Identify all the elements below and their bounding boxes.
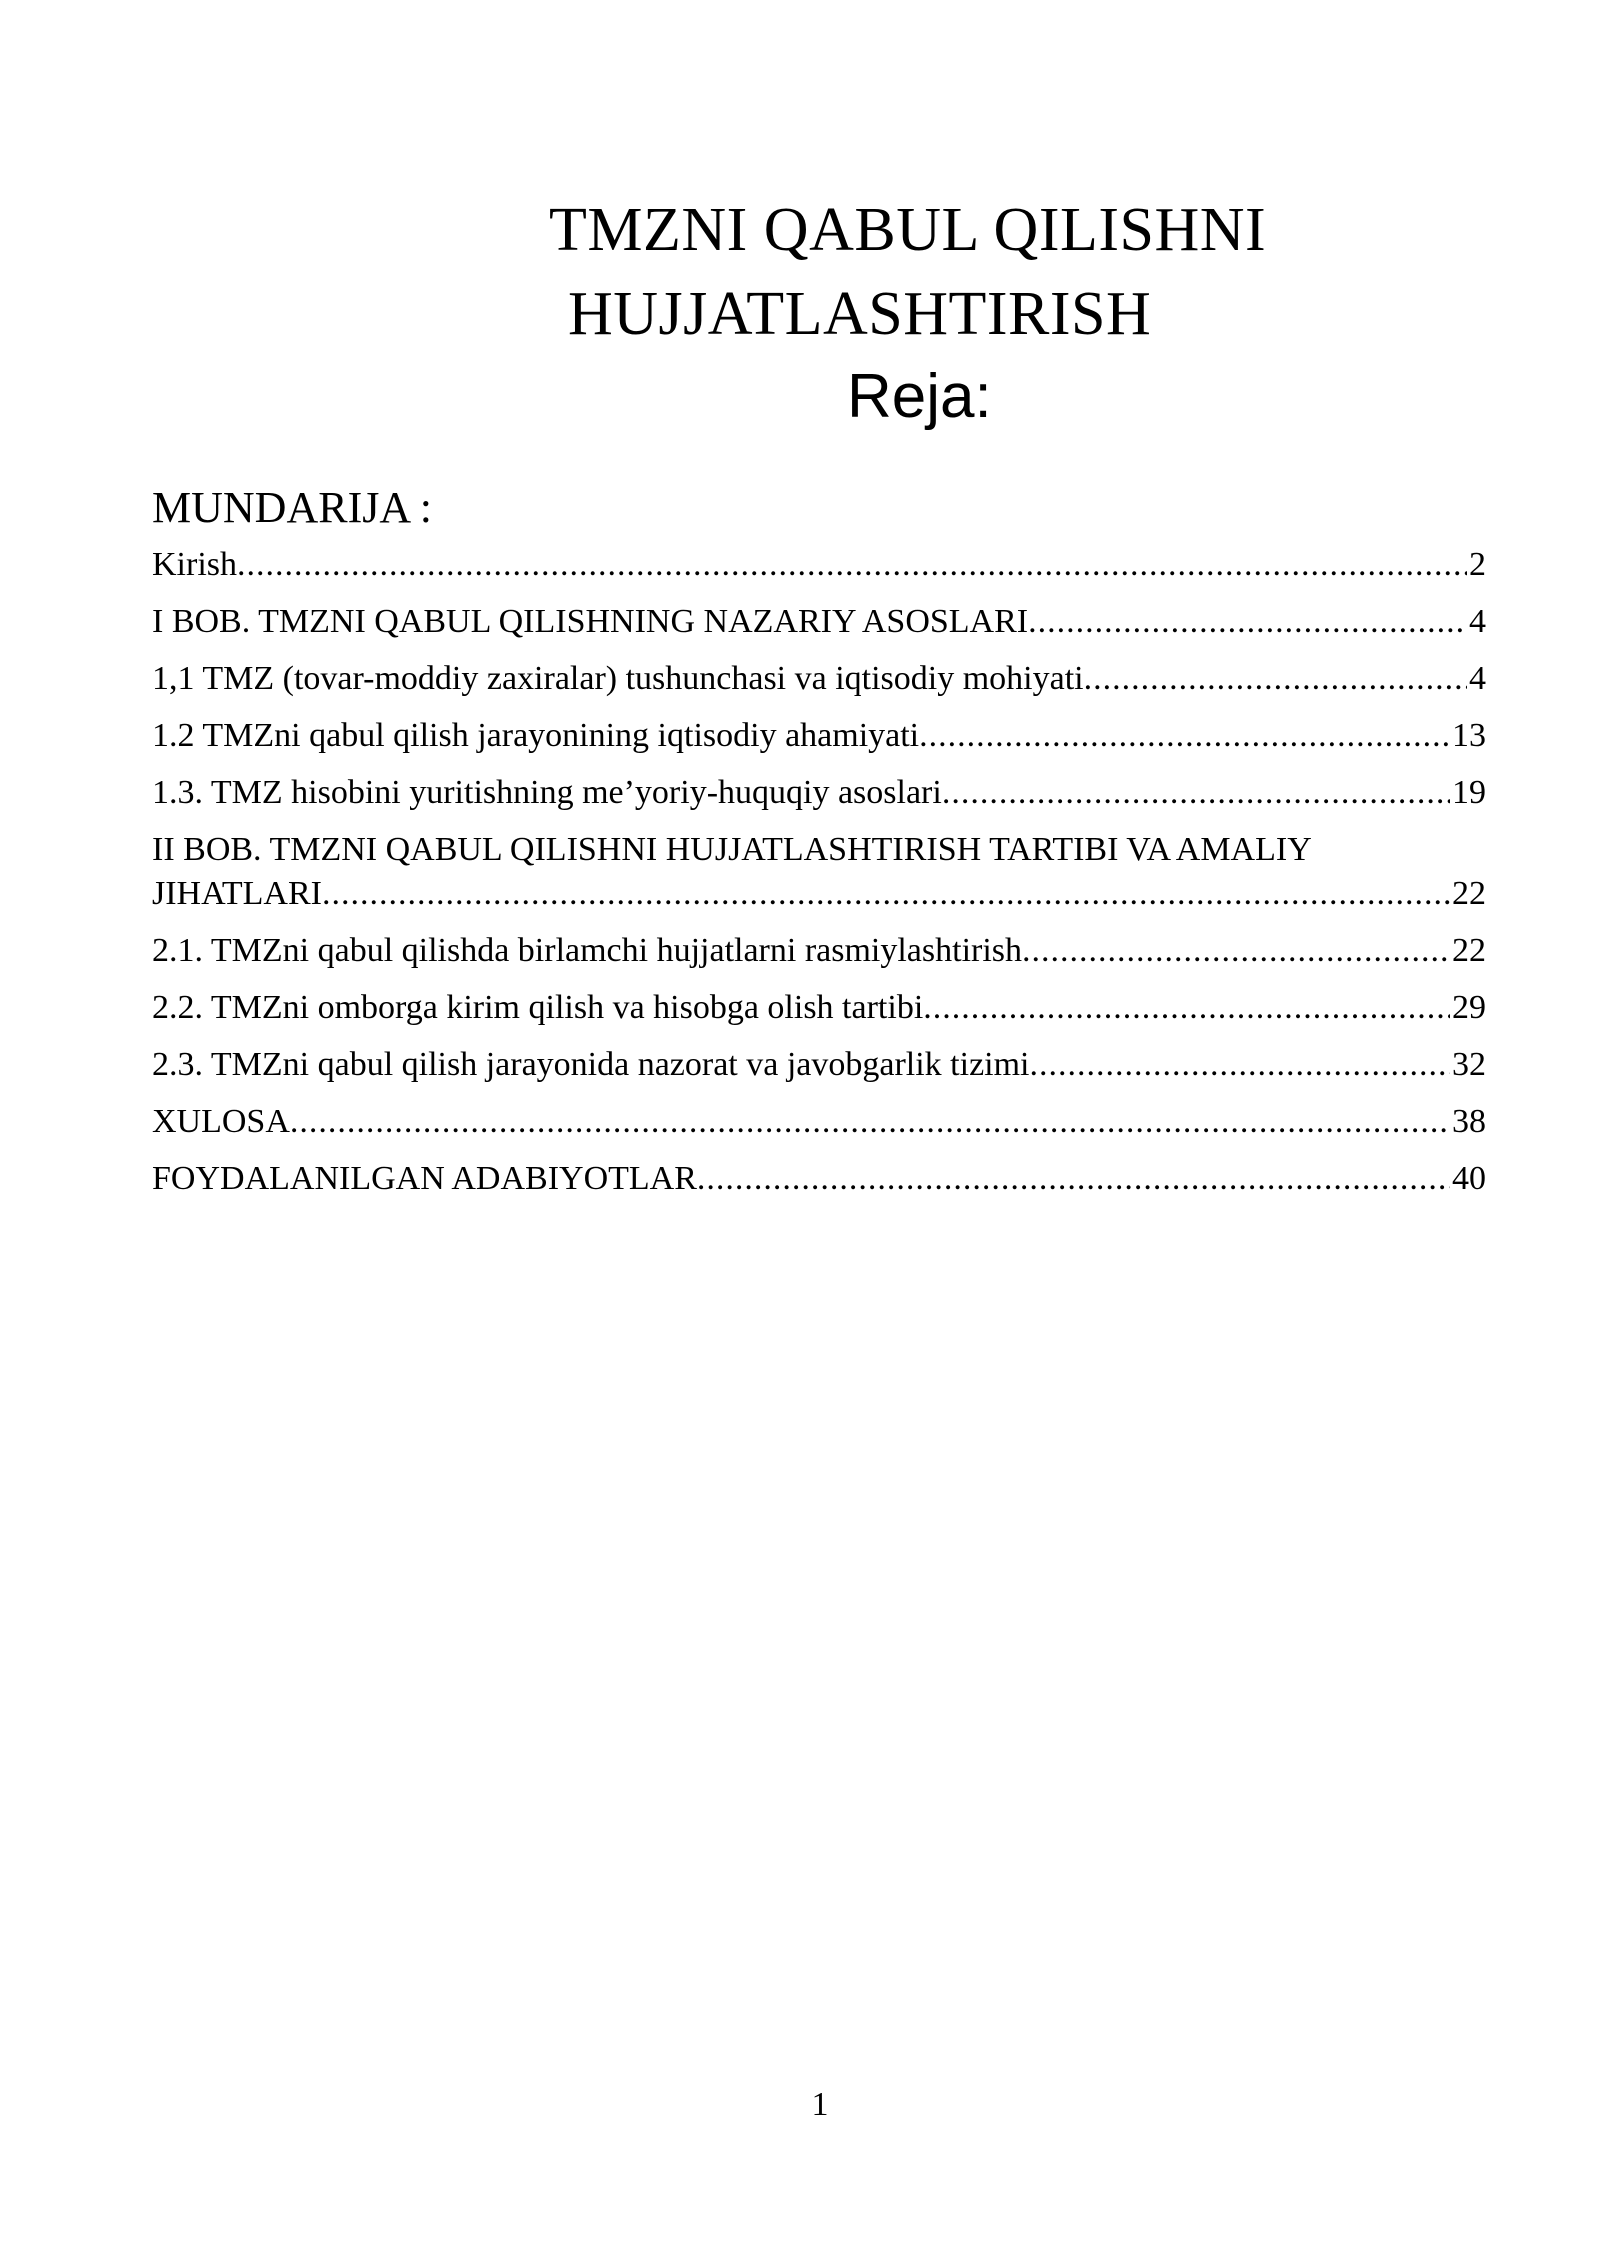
toc-entry-page: 29: [1452, 989, 1486, 1026]
dot-leader: [290, 1101, 1450, 1143]
toc-entry-label: Kirish: [152, 546, 237, 583]
dot-leader: [923, 987, 1450, 1029]
document-title-line-1: TMZNI QABUL QILISHNI: [549, 196, 1267, 264]
dot-leader: [919, 715, 1450, 757]
toc-entry-section-2-1[interactable]: [152, 930, 1486, 972]
toc-entry-page: 4: [1469, 603, 1486, 640]
toc-entry-section-2-2[interactable]: [152, 987, 1486, 1029]
toc-entry-label: 2.2. TMZni omborga kirim qilish va hisobga olish tartibi: [152, 989, 924, 1026]
toc-entry-section-1-3[interactable]: [152, 772, 1486, 814]
dot-leader: [1030, 1044, 1451, 1086]
toc-entry-label: 2.1. TMZni qabul qilishda birlamchi hujjatlarni rasmiylashtirish: [152, 932, 1023, 969]
toc-entry-label: 2.3. TMZni qabul qilish jarayonida nazorat va javobgarlik tizimi: [152, 1046, 1030, 1083]
toc-entry-label-line-1: II BOB. TMZNI QABUL QILISHNI HUJJATLASHTIRISH TARTIBI VA AMALIY: [152, 831, 1312, 868]
toc-entry-chapter-1[interactable]: [152, 601, 1486, 643]
dot-leader: [1022, 930, 1450, 972]
toc-entry-page: 22: [1452, 875, 1486, 912]
toc-entry-label: XULOSA: [152, 1103, 290, 1140]
dot-leader: [322, 873, 1450, 915]
toc-entry-label: FOYDALANILGAN ADABIYOTLAR: [152, 1160, 697, 1197]
toc-entry-label: I BOB. TMZNI QABUL QILISHNING NAZARIY ASOSLARI: [152, 603, 1029, 640]
table-of-contents: [152, 544, 1486, 1215]
dot-leader: [942, 772, 1450, 814]
toc-entry-page: 2: [1469, 546, 1486, 583]
toc-entry-label: 1,1 TMZ (tovar-moddiy zaxiralar) tushunchasi va iqtisodiy mohiyati: [152, 660, 1084, 697]
page-number: 1: [811, 2086, 829, 2123]
toc-heading: MUNDARIJA :: [152, 483, 432, 532]
document-title-line-2: HUJJATLASHTIRISH: [568, 280, 1152, 348]
dot-leader: [697, 1158, 1450, 1200]
dot-leader: [237, 544, 1467, 586]
toc-entry-references[interactable]: [152, 1158, 1486, 1200]
toc-entry-page: 38: [1452, 1103, 1486, 1140]
toc-entry-chapter-2[interactable]: [152, 829, 1486, 915]
toc-entry-section-2-3[interactable]: [152, 1044, 1486, 1086]
dot-leader: [1084, 658, 1467, 700]
toc-entry-label: 1.2 TMZni qabul qilish jarayonining iqtisodiy ahamiyati: [152, 717, 920, 754]
toc-entry-label: 1.3. TMZ hisobini yuritishning me’yoriy-huquqiy asoslari: [152, 774, 942, 811]
dot-leader: [1028, 601, 1467, 643]
toc-entry-conclusion[interactable]: [152, 1101, 1486, 1143]
toc-entry-page: 22: [1452, 932, 1486, 969]
toc-entry-page: 40: [1452, 1160, 1486, 1197]
toc-entry-page: 19: [1452, 774, 1486, 811]
plan-heading: Reja:: [847, 362, 992, 431]
toc-entry-section-1-2[interactable]: [152, 715, 1486, 757]
toc-entry-section-1-1[interactable]: [152, 658, 1486, 700]
toc-entry-kirish[interactable]: [152, 544, 1486, 586]
toc-entry-page: 4: [1469, 660, 1486, 697]
toc-entry-label: JIHATLARI: [152, 875, 322, 912]
toc-entry-page: 13: [1452, 717, 1486, 754]
toc-entry-page: 32: [1452, 1046, 1486, 1083]
